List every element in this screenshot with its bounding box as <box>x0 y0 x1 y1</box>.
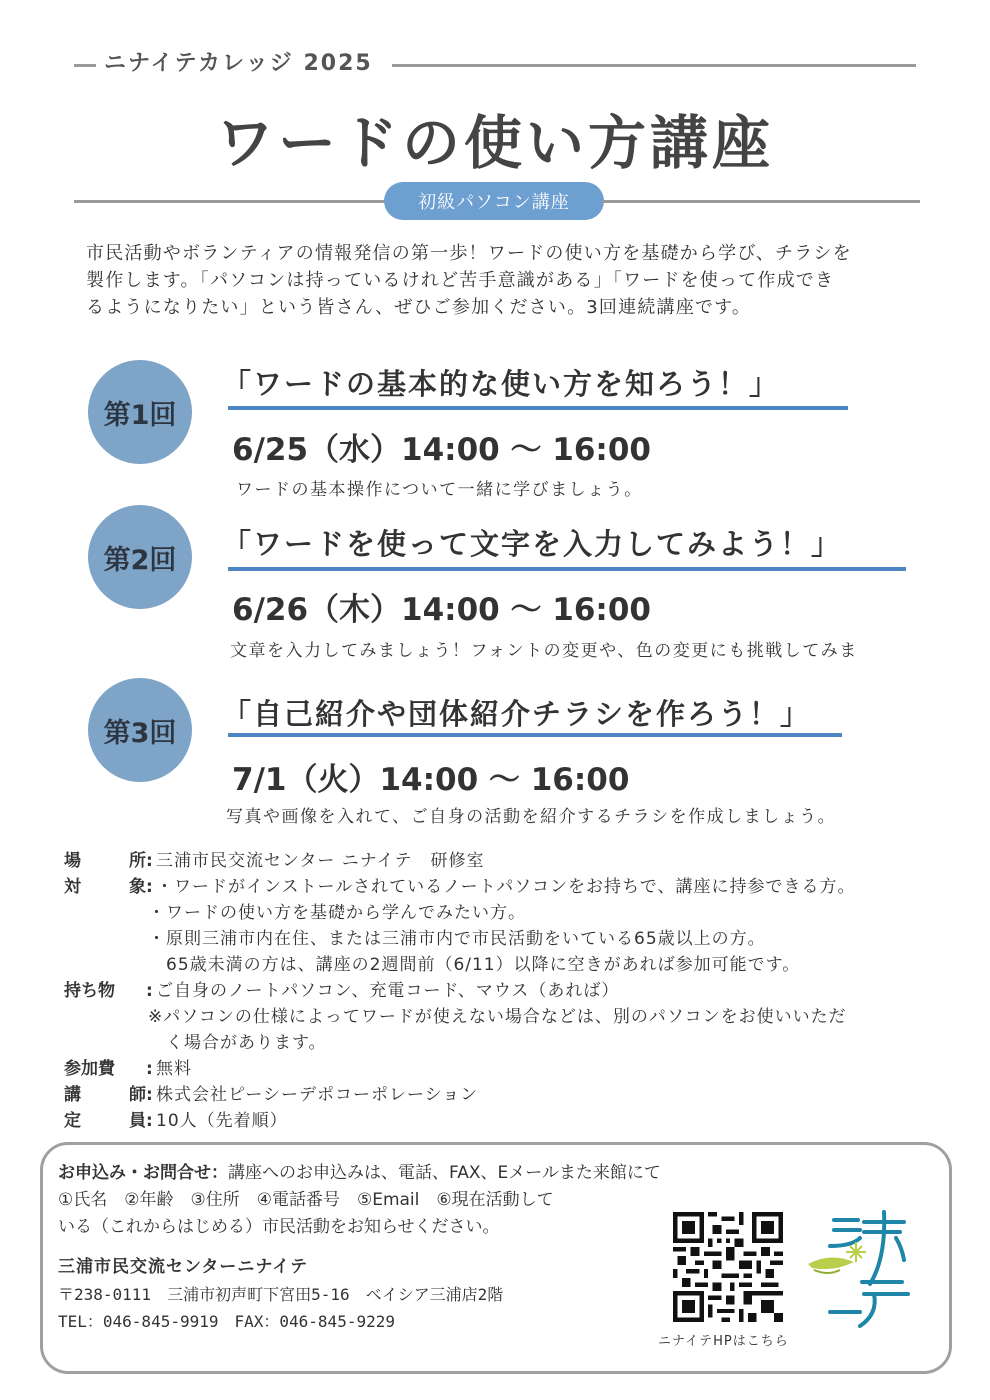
detail-value: 無料 <box>156 1059 192 1079</box>
detail-note: ※パソコンの仕様によってワードが使えない場合などは、別のパソコンをお使いいただ <box>148 1007 847 1027</box>
detail-value: 10人（先着順） <box>156 1111 288 1131</box>
detail-value: ・原則三浦市内在住、または三浦市内で市民活動をいている65歳以上の方。 <box>148 929 766 949</box>
contact-colon: ： <box>211 1163 228 1183</box>
detail-label: 講 <box>64 1085 81 1105</box>
intro-line: るようになりたい」という皆さん、ぜひご参加ください。3回連続講座です。 <box>86 297 752 318</box>
contact-text: 講座へのお申込みは、電話、FAX、Eメールまた来館にて <box>228 1163 661 1183</box>
detail-value: ・ワードの使い方を基礎から学んでみたい方。 <box>148 903 526 923</box>
detail-place <box>64 848 855 874</box>
session-description: ワードの基本操作について一緒に学びましょう。 <box>236 480 643 500</box>
session-date: 6/25（水）14:00 ～ 16:00 <box>232 432 651 468</box>
session-number-badge: 第2回 <box>88 505 192 609</box>
qr-code-icon[interactable] <box>673 1212 783 1322</box>
detail-label: 象 <box>129 877 146 897</box>
session-number-badge: 第1回 <box>88 360 192 464</box>
detail-label: 対 <box>64 877 81 897</box>
detail-fee <box>64 1056 855 1082</box>
detail-capacity <box>64 1108 855 1134</box>
contact-text: ①氏名 ②年齢 ③住所 ④電話番号 ⑤Email ⑥現在活動して <box>58 1190 554 1210</box>
detail-label: 参加費 <box>64 1059 115 1079</box>
detail-target <box>64 874 855 900</box>
session-description: 写真や画像を入れて、ご自身の活動を紹介するチラシを作成しましょう。 <box>226 807 837 827</box>
session-date: 7/1（火）14:00 ～ 16:00 <box>232 762 630 798</box>
level-badge: 初級パソコン講座 <box>384 182 604 220</box>
detail-label: 持ち物 <box>64 981 115 1001</box>
detail-label: 員 <box>129 1111 146 1131</box>
detail-label: 場 <box>64 851 81 871</box>
center-info <box>58 1254 503 1335</box>
detail-colon: : <box>146 851 153 871</box>
detail-value: 65歳未満の方は、講座の2週間前（6/11）以降に空きがあれば参加可能です。 <box>166 955 801 975</box>
detail-colon: : <box>146 1111 153 1131</box>
contact-label: お申込み・お問合せ <box>58 1163 211 1183</box>
detail-value: ご自身のノートパソコン、充電コード、マウス（あれば） <box>156 981 620 1001</box>
series-title: ニナイテカレッジ 2025 <box>104 51 373 76</box>
qr-caption: ニナイテHPはこちら <box>658 1334 789 1349</box>
intro-line: 市民活動やボランティアの情報発信の第一歩！ワードの使い方を基礎から学び、チラシを <box>86 243 852 264</box>
detail-label: 定 <box>64 1111 81 1131</box>
session-title: 「ワードの基本的な使い方を知ろう！」 <box>222 367 781 401</box>
header-rule-left <box>74 64 96 67</box>
detail-label: 所 <box>129 851 146 871</box>
detail-colon: : <box>146 1085 153 1105</box>
center-phone-fax: TEL：046-845-9919 FAX：046-845-9229 <box>58 1312 395 1331</box>
detail-lecturer <box>64 1082 855 1108</box>
detail-colon: : <box>146 877 153 897</box>
detail-value: ・ワードがインストールされているノートパソコンをお持ちで、講座に持参できる方。 <box>156 877 856 897</box>
session-description: 文章を入力してみましょう！フォントの変更や、色の変更にも挑戦してみま <box>230 641 858 661</box>
detail-note: く場合があります。 <box>166 1033 327 1053</box>
detail-value: 株式会社ピーシーデポコーポレーション <box>156 1085 479 1105</box>
session-date: 6/26（木）14:00 ～ 16:00 <box>232 592 651 628</box>
intro-text <box>86 240 916 321</box>
session-title: 「ワードを使って文字を入力してみよう！」 <box>222 527 843 561</box>
detail-colon: : <box>146 981 153 1001</box>
page-title: ワードの使い方講座 <box>215 109 774 177</box>
badge-rule-left <box>74 200 386 203</box>
session-underline <box>228 733 842 737</box>
session-number-badge: 第3回 <box>88 678 192 782</box>
course-details <box>64 848 855 1134</box>
contact-text: いる（これからはじめる）市民活動をお知らせください。 <box>58 1217 500 1237</box>
detail-items <box>64 978 855 1004</box>
ninaite-logo-icon <box>800 1208 920 1336</box>
detail-colon: : <box>146 1059 153 1079</box>
intro-line: 製作します。「パソコンは持っているけれど苦手意識がある」「ワードを使って作成でき <box>86 270 835 291</box>
session-underline <box>228 567 906 571</box>
detail-value: 三浦市民交流センター ニナイテ 研修室 <box>156 851 485 871</box>
contact-info <box>58 1160 661 1241</box>
badge-rule-right <box>602 200 920 203</box>
detail-label: 師 <box>129 1085 146 1105</box>
session-underline <box>228 406 848 410</box>
session-title: 「自己紹介や団体紹介チラシを作ろう！」 <box>222 697 812 731</box>
center-name: 三浦市民交流センターニナイテ <box>58 1257 309 1277</box>
center-address: 〒238-0111 三浦市初声町下宮田5-16 ベイシア三浦店2階 <box>58 1285 504 1304</box>
header-rule-right <box>392 64 916 67</box>
